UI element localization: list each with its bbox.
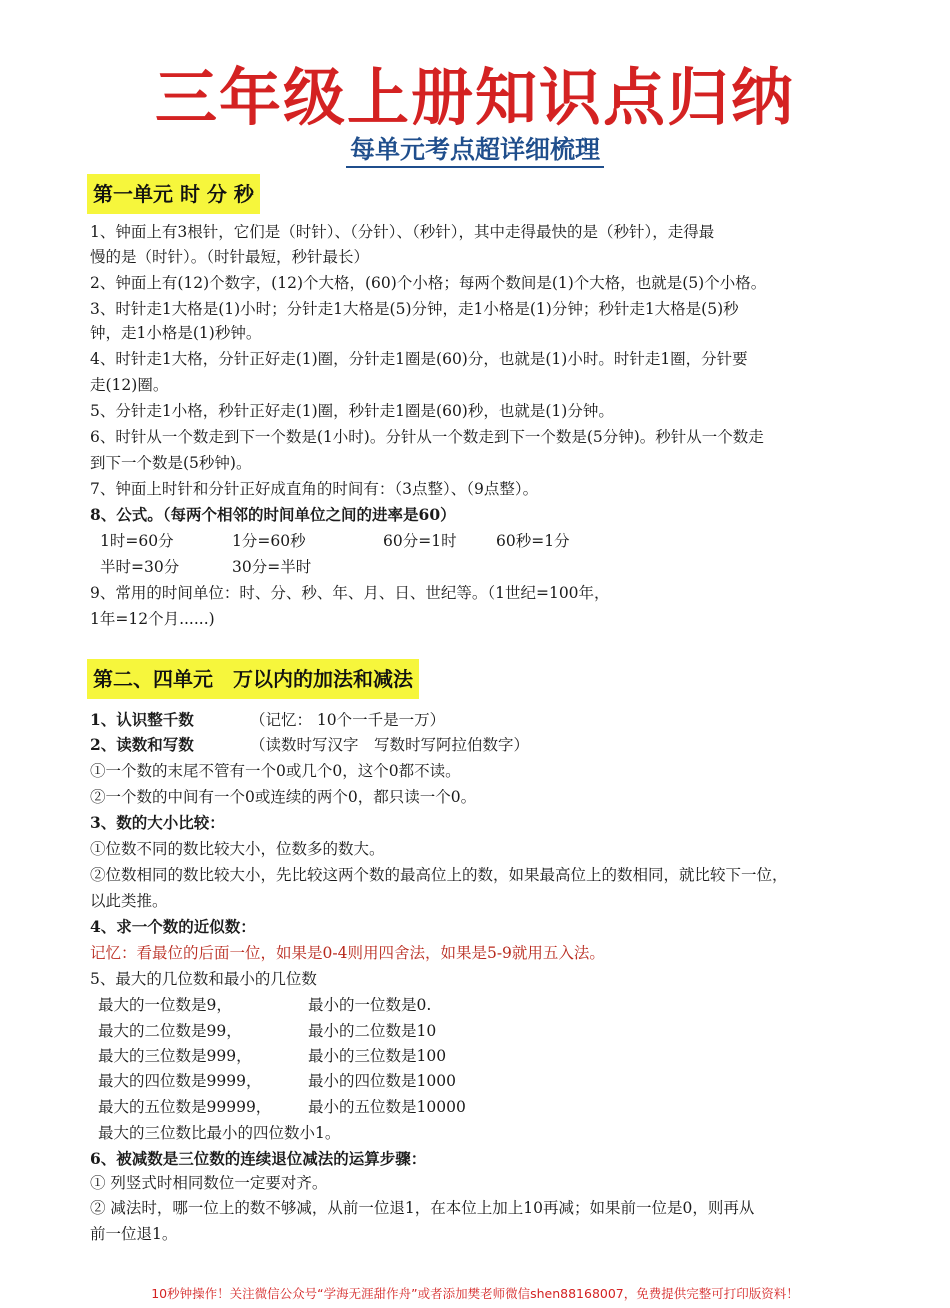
- formula: 60秒=1分: [496, 532, 570, 550]
- formula: 半时=30分: [100, 558, 180, 576]
- unit2-line: 最大的三位数比最小的四位数小1。: [98, 1124, 341, 1142]
- max-digit-line: 最大的二位数是99，: [98, 1022, 242, 1040]
- unit2-heading: 第二、四单元 万以内的加法和减法: [87, 659, 419, 699]
- unit1-line: 钟，走1小格是(1)秒钟。: [90, 324, 262, 342]
- unit1-line: 5、分针走1小格，秒针正好走(1)圈，秒针走1圈是(60)秒，也就是(1)分钟。: [90, 402, 614, 420]
- max-digit-line: 最大的一位数是9，: [98, 996, 232, 1014]
- unit1-line: 2、钟面上有(12)个数字，(12)个大格，(60)个小格；每两个数间是(1)个大格，也就是(5)个小格。: [90, 274, 767, 292]
- unit2-line: 5、最大的几位数和最小的几位数: [90, 970, 317, 988]
- max-digit-line: 最大的四位数是9999，: [98, 1072, 262, 1090]
- unit2-line: ② 减法时，哪一位上的数不够减，从前一位退1，在本位上加上10再减；如果前一位是0，则再从: [90, 1199, 755, 1217]
- unit2-line: ① 列竖式时相同数位一定要对齐。: [90, 1174, 328, 1192]
- unit1-line: 1年=12个月......): [90, 610, 215, 628]
- unit2-line: ①位数不同的数比较大小，位数多的数大。: [90, 840, 385, 858]
- unit1-line: 走(12)圈。: [90, 376, 169, 394]
- min-digit-line: 最小的二位数是10: [308, 1022, 437, 1040]
- footer-promo: 10秒钟操作！关注微信公众号“学海无涯甜作舟”或者添加樊老师微信shen88168007，免费提供完整可打印版资料！: [151, 1286, 799, 1301]
- formula: 60分=1时: [383, 532, 457, 550]
- unit1-line: 9、常用的时间单位：时、分、秒、年、月、日、世纪等。（1世纪=100年，: [90, 584, 610, 602]
- unit1-line: 3、时针走1大格是(1)小时；分针走1大格是(5)分钟，走1小格是(1)分钟；秒针走1大格是(5)秒: [90, 300, 739, 318]
- page-subtitle: [0, 130, 950, 166]
- unit2-line: ②位数相同的数比较大小，先比较这两个数的最高位上的数，如果最高位上的数相同，就比较下一位，: [90, 866, 788, 884]
- max-digit-line: 最大的五位数是99999，: [98, 1098, 272, 1116]
- unit1-formula-heading: 8、公式。（每两个相邻的时间单位之间的进率是60）: [90, 505, 456, 524]
- unit2-line: 3、数的大小比较：: [90, 813, 225, 832]
- formula: 30分=半时: [232, 558, 312, 576]
- unit2-line: 2、读数和写数: [90, 735, 194, 754]
- min-digit-line: 最小的三位数是100: [308, 1047, 447, 1065]
- unit2-line: 前一位退1。: [90, 1225, 178, 1243]
- unit2-line: ①一个数的末尾不管有一个0或几个0，这个0都不读。: [90, 762, 461, 780]
- unit2-note: （记忆： 10个一千是一万）: [250, 711, 446, 729]
- unit2-line: 4、求一个数的近似数：: [90, 917, 256, 936]
- unit1-line: 慢的是（时针）。（时针最短，秒针最长）: [90, 248, 370, 266]
- min-digit-line: 最小的五位数是10000: [308, 1098, 466, 1116]
- formula: 1时=60分: [100, 532, 174, 550]
- formula: 1分=60秒: [232, 532, 306, 550]
- unit1-line: 6、时针从一个数走到下一个数是(1小时)。分针从一个数走到下一个数是(5分钟)。秒针从一个数走: [90, 428, 764, 446]
- unit1-line: 4、时针走1大格，分针正好走(1)圈，分针走1圈是(60)分，也就是(1)小时。时针走1圈，分针要: [90, 350, 748, 368]
- unit2-line: 6、被减数是三位数的连续退位减法的运算步骤：: [90, 1149, 427, 1168]
- unit2-memory-line: 记忆：看最位的后面一位，如果是0-4则用四舍法，如果是5-9就用五入法。: [90, 944, 605, 962]
- unit1-heading: 第一单元 时 分 秒: [87, 174, 260, 214]
- page-title: 三年级上册知识点归纳: [154, 61, 795, 134]
- min-digit-line: 最小的四位数是1000: [308, 1072, 456, 1090]
- subtitle-text: 每单元考点超详细梳理: [346, 135, 604, 168]
- min-digit-line: 最小的一位数是0.: [308, 996, 432, 1014]
- unit2-line: 1、认识整千数: [90, 710, 194, 729]
- unit1-line: 1、钟面上有3根针，它们是（时针）、（分针）、（秒针），其中走得最快的是（秒针），走得最: [90, 223, 715, 241]
- unit2-line: 以此类推。: [90, 892, 168, 910]
- max-digit-line: 最大的三位数是999，: [98, 1047, 252, 1065]
- unit2-line: ②一个数的中间有一个0或连续的两个0，都只读一个0。: [90, 788, 477, 806]
- unit1-line: 7、钟面上时针和分针正好成直角的时间有：（3点整）、（9点整）。: [90, 480, 539, 498]
- unit2-note: （读数时写汉字 写数时写阿拉伯数字）: [250, 736, 530, 754]
- unit1-line: 到下一个数是(5秒钟)。: [90, 454, 252, 472]
